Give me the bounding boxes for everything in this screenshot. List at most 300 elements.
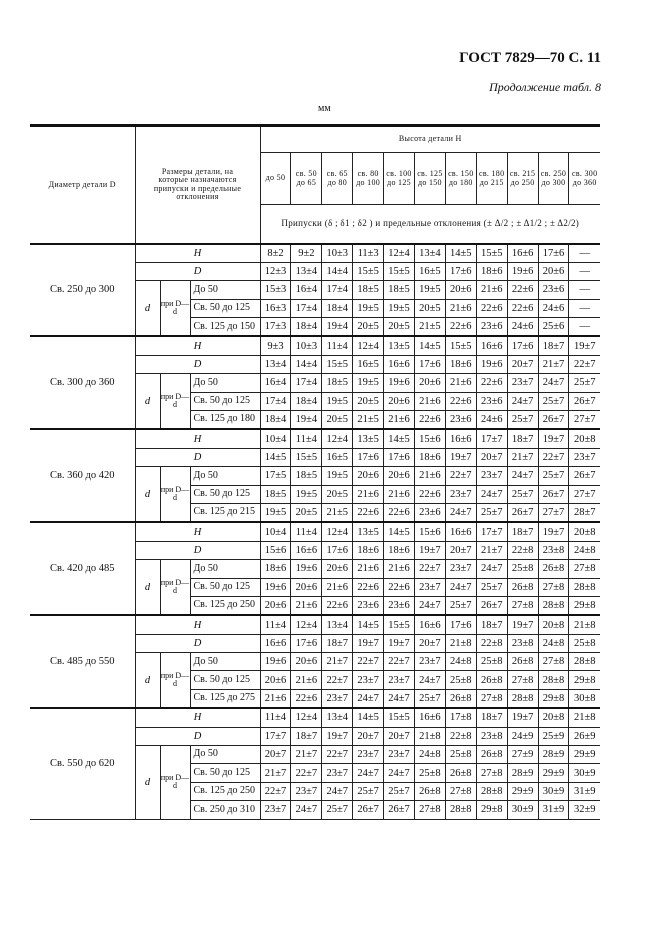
value-cell: 25±7 — [507, 411, 538, 430]
value-cell: 20±6 — [384, 467, 415, 485]
value-cell: 25±7 — [384, 782, 415, 800]
value-cell: 19±5 — [353, 299, 384, 317]
value-cell: 24±7 — [322, 782, 353, 800]
value-cell: 23±8 — [538, 541, 569, 559]
value-cell: 18±7 — [476, 708, 507, 727]
value-cell: 27±8 — [476, 764, 507, 782]
value-cell: 11±4 — [291, 522, 322, 541]
size-label: H — [135, 522, 260, 541]
d-label: d — [135, 467, 160, 523]
value-cell: 24±7 — [353, 689, 384, 708]
value-cell: 15±5 — [322, 355, 353, 373]
value-cell: 19±5 — [414, 281, 445, 299]
pri-label: при D—d — [160, 653, 190, 709]
value-cell: 29±8 — [476, 801, 507, 819]
value-cell: 12±4 — [322, 522, 353, 541]
value-cell: 24±7 — [476, 485, 507, 503]
value-cell: 28±7 — [569, 503, 600, 522]
value-cell: 16±5 — [322, 448, 353, 466]
height-column-header: св. 50 до 65 — [291, 153, 322, 205]
size-range-label: Св. 250 до 310 — [190, 801, 260, 819]
size-range-label: Св. 50 до 125 — [190, 671, 260, 689]
value-cell: 21±6 — [445, 299, 476, 317]
value-cell: 14±5 — [353, 708, 384, 727]
value-cell: 23±6 — [538, 281, 569, 299]
value-cell: 27±8 — [445, 782, 476, 800]
value-cell: 19±7 — [322, 727, 353, 745]
value-cell: 25±8 — [569, 634, 600, 652]
value-cell: 25±8 — [445, 746, 476, 764]
value-cell: 26±8 — [476, 671, 507, 689]
value-cell: 18±4 — [291, 392, 322, 410]
table-row — [30, 522, 600, 541]
allowances-table — [30, 124, 600, 820]
value-cell: 23±6 — [353, 596, 384, 615]
value-cell: 29±9 — [507, 782, 538, 800]
value-cell: 10±4 — [260, 429, 291, 448]
value-cell: 25±7 — [476, 503, 507, 522]
value-cell: 20±5 — [353, 392, 384, 410]
value-cell: 15±5 — [384, 708, 415, 727]
value-cell: 26±7 — [538, 411, 569, 430]
value-cell: 28±9 — [507, 764, 538, 782]
value-cell: 22±7 — [384, 653, 415, 671]
value-cell: 24±7 — [291, 801, 322, 819]
value-cell: 21±6 — [414, 392, 445, 410]
size-range-label: Св. 50 до 125 — [190, 299, 260, 317]
value-cell: 16±6 — [476, 336, 507, 355]
height-column-header: св. 215 до 250 — [507, 153, 538, 205]
value-cell: 15±5 — [353, 262, 384, 280]
value-cell: 19±7 — [538, 429, 569, 448]
value-cell: 23±7 — [414, 578, 445, 596]
height-column-header: св. 180 до 215 — [476, 153, 507, 205]
value-cell: 20±7 — [507, 355, 538, 373]
value-cell: 28±9 — [538, 746, 569, 764]
value-cell: 19±5 — [322, 392, 353, 410]
value-cell: 30±9 — [538, 782, 569, 800]
value-cell: 20±7 — [384, 727, 415, 745]
value-cell: 20±5 — [291, 503, 322, 522]
value-cell: 23±7 — [384, 671, 415, 689]
value-cell: 29±9 — [569, 746, 600, 764]
value-cell: 20±6 — [538, 262, 569, 280]
value-cell: 26±8 — [507, 578, 538, 596]
value-cell: 25±8 — [445, 671, 476, 689]
value-cell: 17±6 — [322, 541, 353, 559]
d-label: d — [135, 374, 160, 430]
value-cell: 20±6 — [384, 392, 415, 410]
value-cell: 21±6 — [291, 671, 322, 689]
value-cell: 20±6 — [353, 467, 384, 485]
value-cell: 20±7 — [260, 746, 291, 764]
value-cell: 22±7 — [322, 671, 353, 689]
value-cell: 19±4 — [322, 318, 353, 337]
value-cell: 25±7 — [445, 596, 476, 615]
value-cell: 24±6 — [507, 318, 538, 337]
table-row — [30, 615, 600, 634]
value-cell: 22±6 — [445, 392, 476, 410]
value-cell: 17±6 — [384, 448, 415, 466]
value-cell: 26±8 — [507, 653, 538, 671]
value-cell: 23±7 — [476, 467, 507, 485]
value-cell: 28±8 — [476, 782, 507, 800]
value-cell: 23±8 — [476, 727, 507, 745]
value-cell: 18±7 — [507, 429, 538, 448]
value-cell: 19±6 — [291, 560, 322, 578]
value-cell: 16±5 — [414, 262, 445, 280]
value-cell: 13±5 — [353, 429, 384, 448]
value-cell: 14±5 — [384, 522, 415, 541]
value-cell: 17±6 — [445, 262, 476, 280]
value-cell: 17±4 — [322, 281, 353, 299]
value-cell: 25±7 — [538, 467, 569, 485]
value-cell: 21±8 — [445, 634, 476, 652]
value-cell: 23±7 — [291, 782, 322, 800]
value-cell: 24±7 — [414, 671, 445, 689]
value-cell: 23±7 — [260, 801, 291, 819]
value-cell: 18±7 — [322, 634, 353, 652]
size-label: D — [135, 262, 260, 280]
value-cell: 21±6 — [414, 467, 445, 485]
size-range-label: Св. 125 до 215 — [190, 503, 260, 522]
value-cell: 19±7 — [445, 448, 476, 466]
value-cell: 19±6 — [260, 578, 291, 596]
value-cell: 24±7 — [384, 689, 415, 708]
value-cell: 22±7 — [260, 782, 291, 800]
value-cell: 23±7 — [384, 746, 415, 764]
value-cell: 21±6 — [384, 560, 415, 578]
size-label: H — [135, 708, 260, 727]
value-cell: 28±8 — [569, 653, 600, 671]
value-cell: 19±4 — [291, 411, 322, 430]
value-cell: 25±7 — [322, 801, 353, 819]
value-cell: 21±6 — [353, 485, 384, 503]
value-cell: 17±6 — [507, 336, 538, 355]
value-cell: 12±4 — [384, 244, 415, 263]
diameter-header: Диаметр детали D — [30, 126, 135, 244]
value-cell: 20±8 — [569, 522, 600, 541]
size-range-label: Св. 125 до 250 — [190, 782, 260, 800]
value-cell: 18±7 — [476, 615, 507, 634]
sizes-header: Размеры детали, на которые назначаются припуски и предельные отклонения — [135, 126, 260, 244]
value-cell: 25±7 — [353, 782, 384, 800]
value-cell: 24±7 — [353, 764, 384, 782]
value-cell: 23±6 — [414, 503, 445, 522]
d-label: d — [135, 281, 160, 337]
value-cell: 22±7 — [445, 467, 476, 485]
value-cell: 25±9 — [538, 727, 569, 745]
value-cell: 23±6 — [384, 596, 415, 615]
value-cell: 20±8 — [569, 429, 600, 448]
value-cell: 10±3 — [291, 336, 322, 355]
value-cell: 21±6 — [445, 374, 476, 392]
value-cell: 24±7 — [507, 467, 538, 485]
value-cell: 19±7 — [507, 615, 538, 634]
size-range-label: До 50 — [190, 653, 260, 671]
value-cell: 16±4 — [291, 281, 322, 299]
value-cell: 27±8 — [414, 801, 445, 819]
size-range-label: Св. 125 до 150 — [190, 318, 260, 337]
value-cell: 31±9 — [569, 782, 600, 800]
value-cell: 22±6 — [353, 503, 384, 522]
value-cell: 18±5 — [260, 485, 291, 503]
value-cell: 25±7 — [569, 374, 600, 392]
value-cell: 17±7 — [476, 429, 507, 448]
pri-label: при D—d — [160, 746, 190, 820]
value-cell: 21±7 — [507, 448, 538, 466]
value-cell: 24±7 — [445, 503, 476, 522]
value-cell: 16±6 — [260, 634, 291, 652]
value-cell: 22±7 — [353, 653, 384, 671]
value-cell: 17±6 — [414, 355, 445, 373]
value-cell: 27±7 — [569, 411, 600, 430]
value-cell: 20±6 — [322, 560, 353, 578]
value-cell: 26±8 — [538, 560, 569, 578]
value-cell: 22±6 — [322, 596, 353, 615]
value-cell: 22±6 — [476, 299, 507, 317]
value-cell: 25±7 — [507, 485, 538, 503]
value-cell: 16±3 — [260, 299, 291, 317]
value-cell: 26±7 — [384, 801, 415, 819]
value-cell: 28±8 — [445, 801, 476, 819]
value-cell: 19±6 — [260, 653, 291, 671]
value-cell: 11±4 — [260, 708, 291, 727]
value-cell: 15±6 — [260, 541, 291, 559]
value-cell: 22±7 — [538, 448, 569, 466]
value-cell: 22±8 — [476, 634, 507, 652]
value-cell: 18±6 — [384, 541, 415, 559]
value-cell: 25±6 — [538, 318, 569, 337]
value-cell: 27±8 — [507, 596, 538, 615]
value-cell: 23±7 — [445, 560, 476, 578]
value-cell: 24±7 — [507, 392, 538, 410]
value-cell: 15±6 — [414, 429, 445, 448]
value-cell: 20±8 — [538, 615, 569, 634]
value-cell: 32±9 — [569, 801, 600, 819]
height-column-header: св. 80 до 100 — [353, 153, 384, 205]
size-range-label: До 50 — [190, 467, 260, 485]
value-cell: 18±4 — [260, 411, 291, 430]
value-cell: 9±3 — [260, 336, 291, 355]
height-column-header: св. 250 до 300 — [538, 153, 569, 205]
value-cell: 24±8 — [569, 541, 600, 559]
size-label: D — [135, 634, 260, 652]
value-cell: 18±7 — [538, 336, 569, 355]
value-cell: 19±6 — [476, 355, 507, 373]
value-cell: 19±5 — [384, 299, 415, 317]
value-cell: 16±4 — [260, 374, 291, 392]
value-cell: 22±6 — [414, 485, 445, 503]
size-range-label: Св. 125 до 275 — [190, 689, 260, 708]
diameter-cell: Св. 485 до 550 — [30, 615, 135, 708]
value-cell: 16±6 — [414, 708, 445, 727]
value-cell: 29±8 — [538, 689, 569, 708]
value-cell: 24±7 — [476, 560, 507, 578]
value-cell: 30±9 — [569, 764, 600, 782]
height-column-header: св. 125 до 150 — [414, 153, 445, 205]
value-cell: 19±7 — [414, 541, 445, 559]
value-cell: 15±5 — [384, 615, 415, 634]
value-cell: 21±6 — [322, 578, 353, 596]
value-cell: 24±7 — [414, 596, 445, 615]
value-cell: 29±9 — [538, 764, 569, 782]
value-cell: 13±4 — [291, 262, 322, 280]
diameter-cell: Св. 550 до 620 — [30, 708, 135, 819]
value-cell: 9±2 — [291, 244, 322, 263]
pri-label: при D—d — [160, 374, 190, 430]
value-cell: 22±8 — [507, 541, 538, 559]
value-cell: 20±6 — [291, 653, 322, 671]
value-cell: 26±8 — [445, 689, 476, 708]
height-column-header: св. 150 до 180 — [445, 153, 476, 205]
value-cell: 14±5 — [384, 429, 415, 448]
value-cell: 24±6 — [476, 411, 507, 430]
size-label: D — [135, 355, 260, 373]
value-cell: 18±5 — [322, 374, 353, 392]
value-cell: 21±7 — [538, 355, 569, 373]
value-cell: 21±6 — [384, 411, 415, 430]
value-cell: 21±6 — [384, 485, 415, 503]
value-cell: 11±4 — [260, 615, 291, 634]
value-cell: 16±6 — [507, 244, 538, 263]
size-label: H — [135, 615, 260, 634]
value-cell: 21±6 — [353, 560, 384, 578]
value-cell: 22±6 — [353, 578, 384, 596]
allowance-caption: Припуски (δ ; δ1 ; δ2 ) и предельные отклонения (± Δ/2 ; ± Δ1/2 ; ± Δ2/2) — [260, 205, 600, 244]
value-cell: 12±3 — [260, 262, 291, 280]
value-cell: 21±7 — [476, 541, 507, 559]
value-cell: 20±5 — [414, 299, 445, 317]
value-cell: 20±7 — [353, 727, 384, 745]
height-column-header: св. 300 до 360 — [569, 153, 600, 205]
value-cell: 24±7 — [538, 374, 569, 392]
value-cell: 21±5 — [353, 411, 384, 430]
table-row — [30, 244, 600, 263]
value-cell: — — [569, 262, 600, 280]
value-cell: 23±7 — [569, 448, 600, 466]
value-cell: 21±6 — [291, 596, 322, 615]
value-cell: 25±8 — [414, 764, 445, 782]
value-cell: 18±6 — [445, 355, 476, 373]
value-cell: 18±6 — [260, 560, 291, 578]
table-row — [30, 708, 600, 727]
value-cell: 26±7 — [538, 485, 569, 503]
value-cell: 23±7 — [353, 671, 384, 689]
value-cell: 25±8 — [476, 653, 507, 671]
value-cell: 24±9 — [507, 727, 538, 745]
value-cell: 23±6 — [476, 318, 507, 337]
value-cell: 28±8 — [538, 671, 569, 689]
value-cell: 19±6 — [384, 374, 415, 392]
value-cell: — — [569, 299, 600, 317]
size-range-label: Св. 50 до 125 — [190, 392, 260, 410]
value-cell: 20±7 — [476, 448, 507, 466]
value-cell: 15±5 — [291, 448, 322, 466]
value-cell: 24±8 — [538, 634, 569, 652]
value-cell: 18±6 — [353, 541, 384, 559]
value-cell: — — [569, 318, 600, 337]
value-cell: 18±5 — [353, 281, 384, 299]
value-cell: 27±9 — [507, 746, 538, 764]
value-cell: 26±7 — [507, 503, 538, 522]
value-cell: 21±7 — [322, 653, 353, 671]
value-cell: 26±7 — [569, 467, 600, 485]
value-cell: 17±7 — [260, 727, 291, 745]
size-label: D — [135, 448, 260, 466]
d-label: d — [135, 653, 160, 709]
value-cell: 19±5 — [322, 467, 353, 485]
value-cell: 26±7 — [476, 596, 507, 615]
size-label: D — [135, 541, 260, 559]
value-cell: 14±5 — [414, 336, 445, 355]
value-cell: 22±6 — [476, 374, 507, 392]
value-cell: 24±6 — [538, 299, 569, 317]
unit-label: мм — [318, 103, 331, 114]
value-cell: 26±7 — [569, 392, 600, 410]
value-cell: 27±8 — [538, 578, 569, 596]
height-column-header: св. 100 до 125 — [384, 153, 415, 205]
diameter-cell: Св. 360 до 420 — [30, 429, 135, 522]
value-cell: 16±6 — [291, 541, 322, 559]
value-cell: 12±4 — [291, 615, 322, 634]
value-cell: 29±8 — [569, 596, 600, 615]
value-cell: 21±6 — [260, 689, 291, 708]
value-cell: 20±6 — [445, 281, 476, 299]
value-cell: 18±5 — [291, 467, 322, 485]
value-cell: 17±6 — [353, 448, 384, 466]
size-range-label: До 50 — [190, 746, 260, 764]
value-cell: 21±8 — [569, 708, 600, 727]
value-cell: 17±6 — [445, 615, 476, 634]
value-cell: 11±3 — [353, 244, 384, 263]
value-cell: 19±7 — [538, 522, 569, 541]
value-cell: 18±7 — [291, 727, 322, 745]
value-cell: 25±7 — [476, 578, 507, 596]
table-row — [30, 336, 600, 355]
value-cell: 18±4 — [291, 318, 322, 337]
value-cell: 24±8 — [445, 653, 476, 671]
value-cell: 20±5 — [322, 485, 353, 503]
value-cell: 18±6 — [414, 448, 445, 466]
value-cell: 18±7 — [507, 522, 538, 541]
value-cell: 22±6 — [507, 281, 538, 299]
value-cell: 21±5 — [414, 318, 445, 337]
table-row — [30, 429, 600, 448]
value-cell: 16±5 — [353, 355, 384, 373]
size-range-label: Св. 125 до 250 — [190, 596, 260, 615]
value-cell: 15±5 — [445, 336, 476, 355]
value-cell: 26±9 — [569, 727, 600, 745]
value-cell: 21±8 — [414, 727, 445, 745]
value-cell: 24±7 — [384, 764, 415, 782]
value-cell: 20±6 — [260, 671, 291, 689]
value-cell: 28±8 — [507, 689, 538, 708]
value-cell: 17±4 — [260, 392, 291, 410]
height-column-header: св. 65 до 80 — [322, 153, 353, 205]
size-range-label: До 50 — [190, 374, 260, 392]
value-cell: 12±4 — [322, 429, 353, 448]
height-group-header: Высота детали H — [260, 126, 600, 153]
value-cell: 11±4 — [322, 336, 353, 355]
value-cell: 21±5 — [322, 503, 353, 522]
value-cell: 24±7 — [445, 578, 476, 596]
value-cell: 21±6 — [476, 281, 507, 299]
value-cell: 14±4 — [322, 262, 353, 280]
value-cell: 13±5 — [384, 336, 415, 355]
value-cell: 31±9 — [538, 801, 569, 819]
size-label: H — [135, 244, 260, 263]
